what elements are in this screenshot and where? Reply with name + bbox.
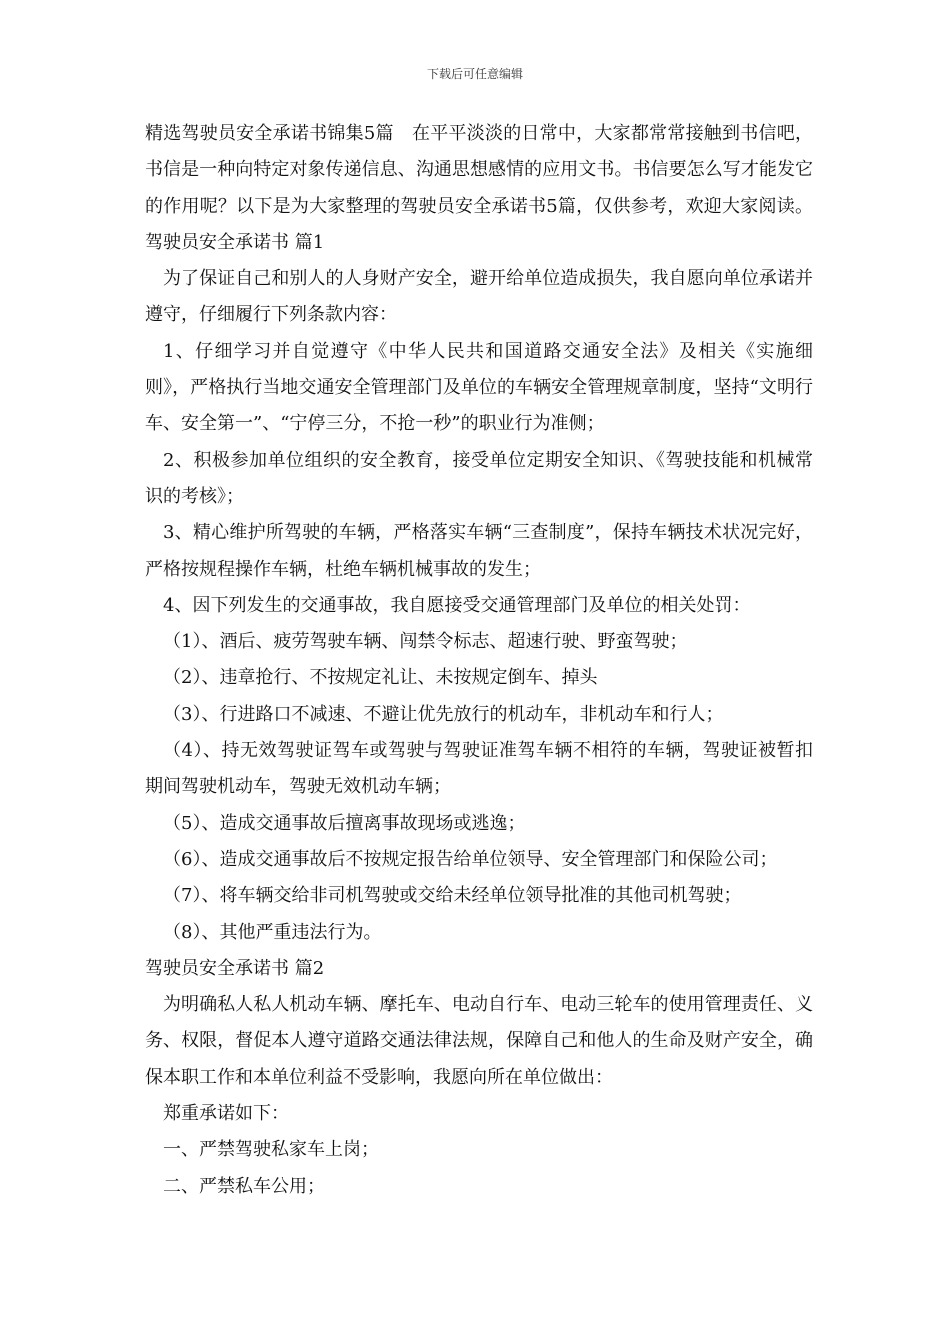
commitment-heading: 郑重承诺如下： (163, 1103, 289, 1125)
section-heading-2: 驾驶员安全承诺书 篇2 (145, 957, 325, 979)
intro-paragraph: 精选驾驶员安全承诺书锦集5篇 在平平淡淡的日常中，大家都常常接触到书信吧，书信是一种向特定对象传递信息、沟通思想感情的应用文书。书信要怎么写才能发它的作用呢？以下是为大家整理的驾驶员安全承诺书5篇，仅供参考，欢迎大家阅读。驾驶员安全承诺书 篇1 (145, 123, 813, 253)
commitment-item-1: 一、严禁驾驶私家车上岗； (163, 1139, 379, 1161)
clause-4: 4、因下列发生的交通事故，我自愿接受交通管理部门及单位的相关处罚： (163, 594, 751, 616)
commitment-item-2: 二、严禁私车公用； (163, 1175, 325, 1197)
sub-clause-5: （5）、造成交通事故后擅离事故现场或逃逸； (163, 812, 526, 834)
sub-clause-1: （1）、酒后、疲劳驾驶车辆、闯禁令标志、超速行驶、野蛮驾驶； (163, 631, 688, 653)
sub-clause-3: （3）、行进路口不减速、不避让优先放行的机动车，非机动车和行人； (163, 703, 724, 725)
document-body (145, 116, 813, 1205)
sub-clause-2: （2）、违章抢行、不按规定礼让、未按规定倒车、掉头 (163, 667, 598, 689)
clause-3: 3、精心维护所驾驶的车辆，严格落实车辆“三查制度”，保持车辆技术状况完好，严格按规程操作车辆，杜绝车辆机械事故的发生； (145, 522, 813, 580)
clause-1: 1、仔细学习并自觉遵守《中华人民共和国道路交通安全法》及相关《实施细则》，严格执行当地交通安全管理部门及单位的车辆安全管理规章制度，坚持“文明行车、安全第一”、“宁停三分，不抢一秒”的职业行为准侧； (145, 340, 813, 435)
body-paragraph-2: 为明确私人私人机动车辆、摩托车、电动自行车、电动三轮车的使用管理责任、义务、权限，督促本人遵守道路交通法律法规，保障自己和他人的生命及财产安全，确保本职工作和本单位利益不受影响，我愿向所在单位做出： (145, 994, 813, 1088)
clause-2: 2、积极参加单位组织的安全教育，接受单位定期安全知识、《驾驶技能和机械常识的考核》； (145, 449, 813, 507)
sub-clause-7: （7）、将车辆交给非司机驾驶或交给未经单位领导批准的其他司机驾驶； (163, 885, 742, 907)
page-header: 下载后可任意编辑 (426, 67, 523, 81)
sub-clause-8: （8）、其他严重违法行为。 (163, 921, 382, 943)
sub-clause-4: （4）、持无效驾驶证驾车或驾驶与驾驶证准驾车辆不相符的车辆，驾驶证被暂扣期间驾驶机动车，驾驶无效机动车辆； (145, 740, 813, 798)
body-paragraph: 为了保证自己和别人的人身财产安全，避开给单位造成损失，我自愿向单位承诺并遵守，仔细履行下列条款内容： (145, 268, 813, 326)
sub-clause-6: （6）、造成交通事故后不按规定报告给单位领导、安全管理部门和保险公司； (163, 848, 778, 870)
